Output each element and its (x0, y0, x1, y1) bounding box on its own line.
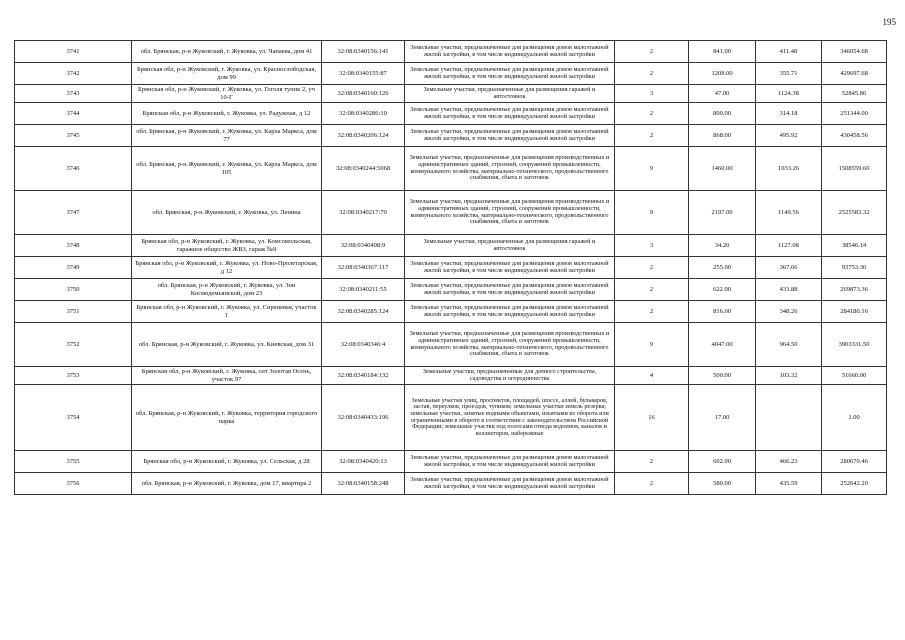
cadastral-value-cell: 269873.36 (822, 279, 887, 301)
land-use-cell: Земельные участки, предназначенные для размещения гаражей и автостоянок (405, 235, 615, 257)
area-cell: 500.00 (689, 367, 756, 385)
area-cell: 4047.00 (689, 323, 756, 367)
cadastral-value-table (14, 40, 887, 495)
row-number-cell: 3745 (15, 125, 132, 147)
land-use-cell: Земельные участки, предназначенные для дачного строительства, садоводства и огородничества (405, 367, 615, 385)
address-cell: Брянская обл, р-н Жуковский, г. Жуковка, ул. Ново-Пролетарская, д 12 (132, 257, 322, 279)
address-cell: обл. Брянская, р-н Жуковский, г. Жуковка, ул. Киевская, дом 31 (132, 323, 322, 367)
row-number-cell: 3750 (15, 279, 132, 301)
table-row (15, 191, 887, 235)
area-cell: 868.00 (689, 125, 756, 147)
table-row (15, 279, 887, 301)
land-use-cell: Земельные участки, предназначенные для размещения гаражей и автостоянок (405, 85, 615, 103)
area-cell: 17.00 (689, 385, 756, 451)
row-number-cell: 3744 (15, 103, 132, 125)
specific-value-cell: 348.26 (756, 301, 822, 323)
address-cell: Брянская обл, р-н Жуковский, г. Жуковка, ул. Краснослободская, дом 99 (132, 63, 322, 85)
land-use-cell: Земельные участки, предназначенные для размещения домов малоэтажной жилой застройки, в том числе индивидуальной жилой застройки (405, 279, 615, 301)
table-row (15, 147, 887, 191)
cadastral-value-cell: 430458.56 (822, 125, 887, 147)
address-cell: Брянская обл, р-н Жуковский, г. Жуковка, ул. Комсомольская, гаражное общество ЖВЗ, гараж №9 (132, 235, 322, 257)
page-number: 195 (882, 17, 896, 27)
area-cell: 602.00 (689, 451, 756, 473)
cadastral-value-cell: 2525583.32 (822, 191, 887, 235)
group-cell: 9 (615, 191, 689, 235)
group-cell: 2 (615, 63, 689, 85)
cadastral-value-cell: 3903331.50 (822, 323, 887, 367)
cadastral-value-cell: 280670.46 (822, 451, 887, 473)
specific-value-cell: 367.66 (756, 257, 822, 279)
table-row (15, 451, 887, 473)
cadastral-value-cell: 52845.86 (822, 85, 887, 103)
cadastral-number-cell: 32:08:0340206:124 (322, 125, 405, 147)
cadastral-value-cell: 1508559.60 (822, 147, 887, 191)
row-number-cell: 3749 (15, 257, 132, 279)
specific-value-cell: 433.88 (756, 279, 822, 301)
row-number-cell: 3743 (15, 85, 132, 103)
cadastral-number-cell: 32:08:0340184:132 (322, 367, 405, 385)
cadastral-number-cell: 32:08:0340156:141 (322, 41, 405, 63)
group-cell: 2 (615, 279, 689, 301)
land-use-cell: Земельные участки, предназначенные для размещения домов малоэтажной жилой застройки, в том числе индивидуальной жилой застройки (405, 103, 615, 125)
group-cell: 2 (615, 125, 689, 147)
area-cell: 1460.00 (689, 147, 756, 191)
land-use-cell: Земельные участки, предназначенные для размещения домов малоэтажной жилой застройки, в том числе индивидуальной жилой застройки (405, 41, 615, 63)
row-number-cell: 3747 (15, 191, 132, 235)
land-use-cell: Земельные участки, предназначенные для размещения домов малоэтажной жилой застройки, в том числе индивидуальной жилой застройки (405, 473, 615, 495)
table-row (15, 103, 887, 125)
row-number-cell: 3748 (15, 235, 132, 257)
land-use-cell: Земельные участки, предназначенные для размещения домов малоэтажной жилой застройки, в том числе индивидуальной жилой застройки (405, 257, 615, 279)
cadastral-value-cell: 38546.14 (822, 235, 887, 257)
specific-value-cell: 1127.08 (756, 235, 822, 257)
row-number-cell: 3746 (15, 147, 132, 191)
row-number-cell: 3751 (15, 301, 132, 323)
cadastral-number-cell: 32:08:0340244:5068 (322, 147, 405, 191)
row-number-cell: 3756 (15, 473, 132, 495)
address-cell: обл. Брянская, р-н Жуковский, г. Жуковка, ул. Карла Маркса, дом 77 (132, 125, 322, 147)
specific-value-cell: 411.48 (756, 41, 822, 63)
address-cell: обл. Брянская, р-н Жуковский, г. Жуковка, ул. Зои Космодемьянской, дом 23 (132, 279, 322, 301)
row-number-cell: 3741 (15, 41, 132, 63)
cadastral-number-cell: 32:08:0340211:55 (322, 279, 405, 301)
group-cell: 4 (615, 367, 689, 385)
table-row (15, 323, 887, 367)
cadastral-number-cell: 32:08:0340367:117 (322, 257, 405, 279)
cadastral-number-cell: 32:08:0340498:9 (322, 235, 405, 257)
row-number-cell: 3754 (15, 385, 132, 451)
cadastral-number-cell: 32:08:0340420:13 (322, 451, 405, 473)
specific-value-cell: 964.50 (756, 323, 822, 367)
table-row (15, 367, 887, 385)
address-cell: Брянская обл, р-н Жуковский, г. Жуковка, ул. Сиреневая, участок 1 (132, 301, 322, 323)
area-cell: 34.20 (689, 235, 756, 257)
table-body (15, 41, 887, 495)
specific-value-cell: 1149.56 (756, 191, 822, 235)
address-cell: обл. Брянская, р-н Жуковский, г. Жуковка, территория городского парка (132, 385, 322, 451)
land-use-cell: Земельные участки, предназначенные для размещения производственных и административных зданий, строений, сооружений промышленности, коммунального хозяйства, материально-технического, продовольственного снабжения, сбыта и заготовок (405, 323, 615, 367)
row-number-cell: 3753 (15, 367, 132, 385)
cadastral-value-cell: 346054.68 (822, 41, 887, 63)
cadastral-number-cell: 32:08:0340433:196 (322, 385, 405, 451)
row-number-cell: 3742 (15, 63, 132, 85)
land-use-cell: Земельные участки улиц, проспектов, площадей, шоссе, аллей, бульваров, застав, переулков, проездов, тупиков; земельные участки земель резерва; земельные участки, занятые водными объектами, изъятыми из оборота или ограниченными в обороте в соответствии с законодательством Российской Федерации; земельные участки под полосами отвода водоемов, каналов и коллекторов, набережные (405, 385, 615, 451)
address-cell: Брянская обл, р-н Жуковский, г. Жуковка, ул. Радужная, д 12 (132, 103, 322, 125)
cadastral-value-cell: 429697.68 (822, 63, 887, 85)
cadastral-number-cell: 32:08:0340217:79 (322, 191, 405, 235)
group-cell: 3 (615, 85, 689, 103)
specific-value-cell: 314.18 (756, 103, 822, 125)
area-cell: 816.00 (689, 301, 756, 323)
group-cell: 2 (615, 451, 689, 473)
specific-value-cell: 1033.26 (756, 147, 822, 191)
cadastral-number-cell: 32:08:0340286:10 (322, 103, 405, 125)
area-cell: 1208.00 (689, 63, 756, 85)
area-cell: 800.00 (689, 103, 756, 125)
specific-value-cell: 435.59 (756, 473, 822, 495)
land-use-cell: Земельные участки, предназначенные для размещения домов малоэтажной жилой застройки, в том числе индивидуальной жилой застройки (405, 451, 615, 473)
cadastral-value-cell: 252642.20 (822, 473, 887, 495)
address-cell: обл. Брянская, р-н Жуковский, г. Жуковка, дом 17, квартира 2 (132, 473, 322, 495)
table-row (15, 125, 887, 147)
specific-value-cell: 1124.38 (756, 85, 822, 103)
group-cell: 2 (615, 103, 689, 125)
cadastral-number-cell: 32:08:0340160:126 (322, 85, 405, 103)
address-cell: обл. Брянская, р-н Жуковский, г. Жуковка, ул. Ленина (132, 191, 322, 235)
specific-value-cell: 495.92 (756, 125, 822, 147)
cadastral-value-cell: 1.00 (822, 385, 887, 451)
table-row (15, 63, 887, 85)
address-cell: обл. Брянская, р-н Жуковский, г. Жуковка, ул. Карла Маркса, дом 105 (132, 147, 322, 191)
specific-value-cell: 103.32 (756, 367, 822, 385)
group-cell: 2 (615, 301, 689, 323)
table-row (15, 257, 887, 279)
group-cell: 16 (615, 385, 689, 451)
address-cell: Брянская обл, р-н Жуковский, г. Жуковка, ул. Гоголя тупик 2, уч 10-Г (132, 85, 322, 103)
group-cell: 2 (615, 41, 689, 63)
group-cell: 9 (615, 323, 689, 367)
area-cell: 47.00 (689, 85, 756, 103)
land-use-cell: Земельные участки, предназначенные для размещения производственных и административных зданий, строений, сооружений промышленности, коммунального хозяйства, материально-технического, продовольственного снабжения, сбыта и заготовок (405, 191, 615, 235)
land-use-cell: Земельные участки, предназначенные для размещения домов малоэтажной жилой застройки, в том числе индивидуальной жилой застройки (405, 301, 615, 323)
cadastral-value-cell: 51660.00 (822, 367, 887, 385)
table-row (15, 301, 887, 323)
group-cell: 2 (615, 473, 689, 495)
cadastral-number-cell: 32:08:0340346:4 (322, 323, 405, 367)
address-cell: Брянская обл, р-н Жуковский, г. Жуковка, снт Золотая Осень, участок 97 (132, 367, 322, 385)
area-cell: 2197.00 (689, 191, 756, 235)
address-cell: обл. Брянская, р-н Жуковский, г. Жуковка, ул. Чапаева, дом 41 (132, 41, 322, 63)
cadastral-value-cell: 284180.16 (822, 301, 887, 323)
group-cell: 3 (615, 235, 689, 257)
row-number-cell: 3755 (15, 451, 132, 473)
area-cell: 841.00 (689, 41, 756, 63)
group-cell: 9 (615, 147, 689, 191)
cadastral-number-cell: 32:08:0340158:248 (322, 473, 405, 495)
cadastral-value-cell: 251344.00 (822, 103, 887, 125)
cadastral-value-cell: 93753.30 (822, 257, 887, 279)
address-cell: Брянская обл, р-н Жуковский, г. Жуковка, ул. Сельская, д 28 (132, 451, 322, 473)
table-row (15, 385, 887, 451)
area-cell: 622.00 (689, 279, 756, 301)
table-row (15, 235, 887, 257)
specific-value-cell (756, 385, 822, 451)
group-cell: 2 (615, 257, 689, 279)
land-use-cell: Земельные участки, предназначенные для размещения домов малоэтажной жилой застройки, в том числе индивидуальной жилой застройки (405, 63, 615, 85)
table-row (15, 85, 887, 103)
specific-value-cell: 355.71 (756, 63, 822, 85)
specific-value-cell: 466.23 (756, 451, 822, 473)
table-row (15, 41, 887, 63)
cadastral-number-cell: 32:08:0340155:87 (322, 63, 405, 85)
cadastral-number-cell: 32:08:0340285:124 (322, 301, 405, 323)
table-row (15, 473, 887, 495)
land-use-cell: Земельные участки, предназначенные для размещения производственных и административных зданий, строений, сооружений промышленности, коммунального хозяйства, материально-технического, продовольственного снабжения, сбыта и заготовок (405, 147, 615, 191)
land-use-cell: Земельные участки, предназначенные для размещения домов малоэтажной жилой застройки, в том числе индивидуальной жилой застройки (405, 125, 615, 147)
area-cell: 580.00 (689, 473, 756, 495)
row-number-cell: 3752 (15, 323, 132, 367)
area-cell: 255.00 (689, 257, 756, 279)
